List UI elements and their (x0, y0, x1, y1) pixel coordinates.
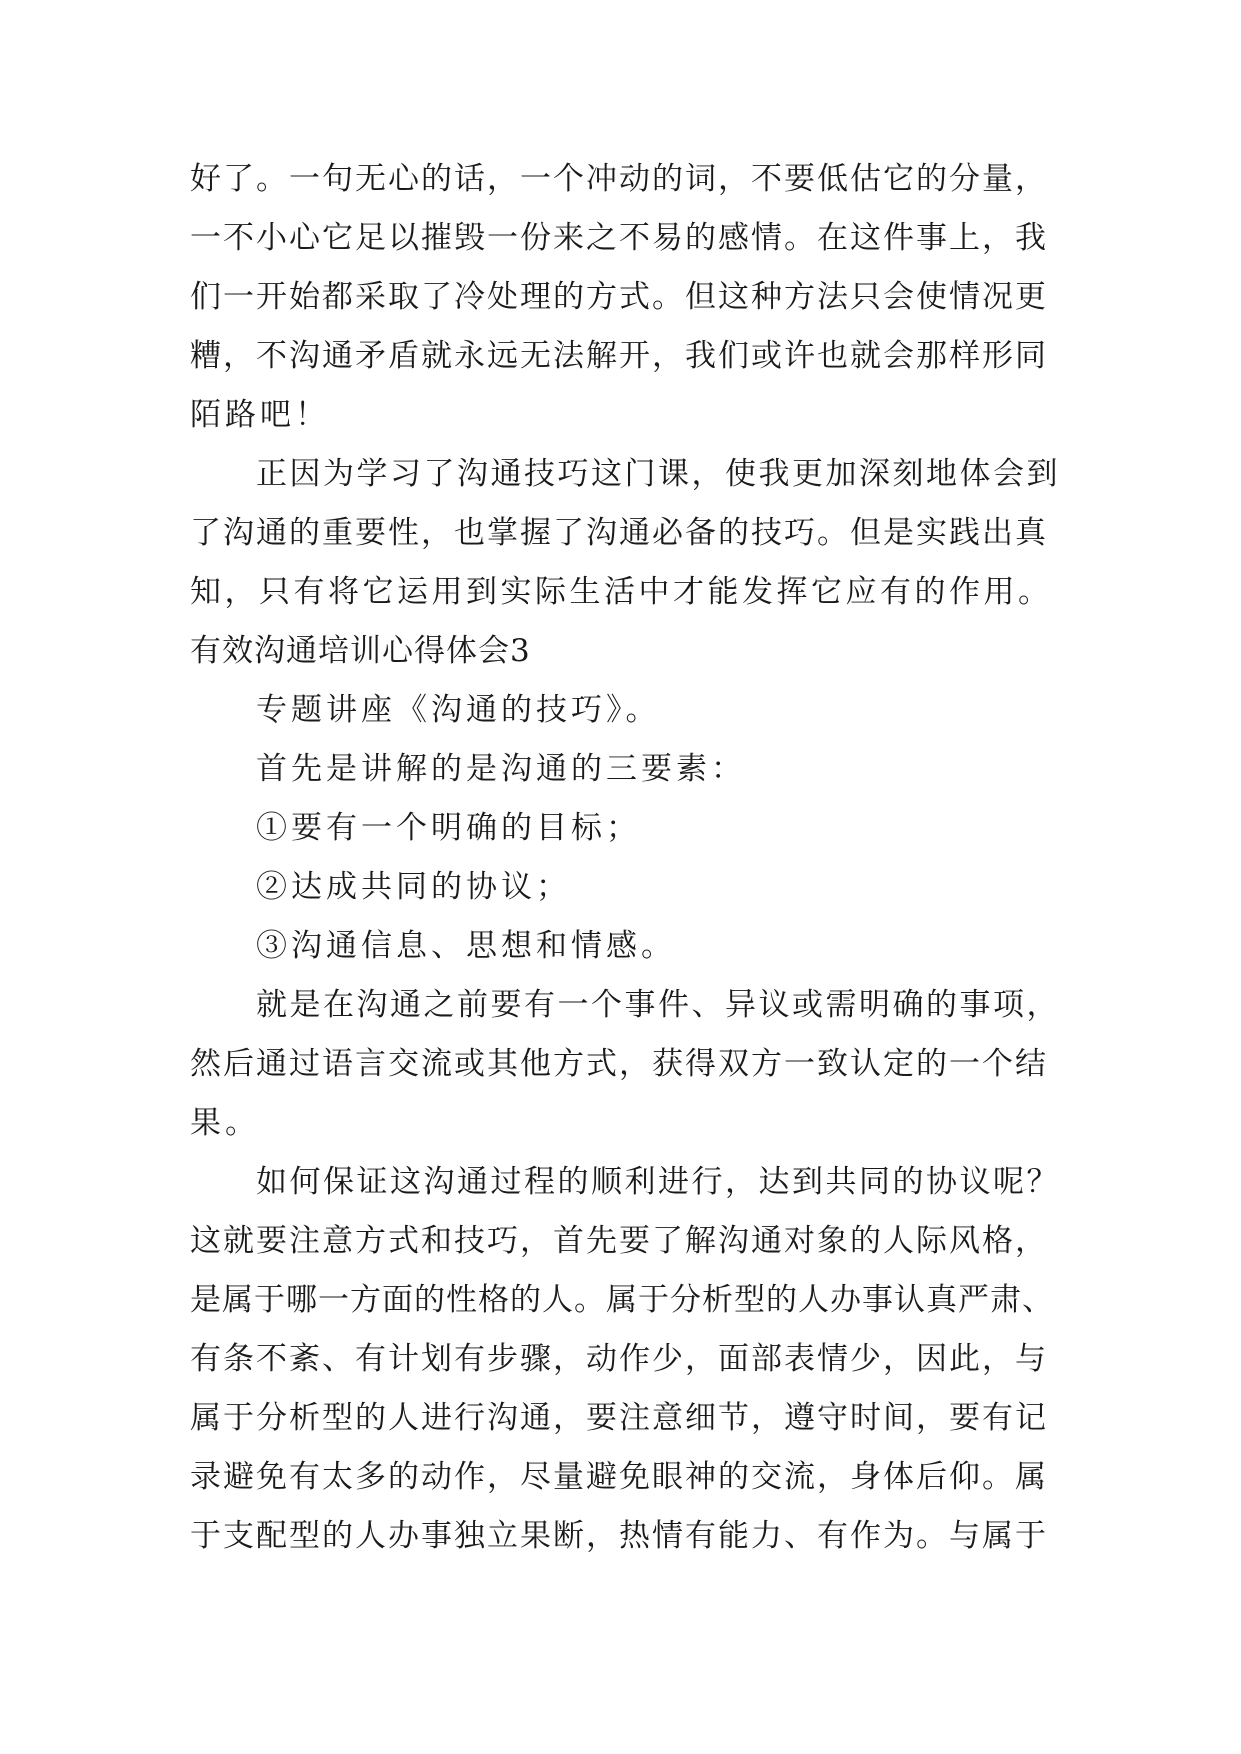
text-line: 这就要注意方式和技巧，首先要了解沟通对象的人际风格， (190, 1223, 1048, 1259)
text-line: 糟，不沟通矛盾就永远无法解开，我们或许也就会那样形同 (190, 338, 1048, 374)
text-line: 果。 (190, 1105, 260, 1141)
body-text (190, 150, 1060, 1566)
text-line: 属于分析型的人进行沟通，要注意细节，遵守时间，要有记 (190, 1400, 1048, 1436)
paragraph-start-line: 专题讲座《沟通的技巧》。 (256, 692, 661, 728)
text-line: 知，只有将它运用到实际生活中才能发挥它应有的作用。 (190, 574, 1053, 610)
paragraph-start-line: 首先是讲解的是沟通的三要素： (256, 751, 746, 787)
text-line: 然后通过语言交流或其他方式，获得双方一致认定的一个结 (190, 1046, 1048, 1082)
paragraph-start-line: 正因为学习了沟通技巧这门课，使我更加深刻地体会到 (256, 456, 1060, 492)
text-line: 们一开始都采取了冷处理的方式。但这种方法只会使情况更 (190, 279, 1048, 315)
text-line: 有条不紊、有计划有步骤，动作少，面部表情少，因此，与 (190, 1341, 1048, 1377)
paragraph-start-line: 就是在沟通之前要有一个事件、异议或需明确的事项， (256, 987, 1060, 1023)
text-line: 录避免有太多的动作，尽量避免眼神的交流，身体后仰。属 (190, 1459, 1048, 1495)
list-item: ②达成共同的协议； (256, 869, 571, 905)
text-line: 陌路吧！ (190, 397, 330, 433)
list-item: ③沟通信息、思想和情感。 (256, 928, 676, 964)
paragraph-start-line: 如何保证这沟通过程的顺利进行，达到共同的协议呢？ (256, 1164, 1060, 1200)
text-line: 好了。一句无心的话，一个冲动的词，不要低估它的分量， (190, 161, 1048, 197)
text-line: 是属于哪一方面的性格的人。属于分析型的人办事认真严肃、 (190, 1282, 1054, 1318)
text-line: 于支配型的人办事独立果断，热情有能力、有作为。与属于 (190, 1518, 1048, 1554)
list-item: ①要有一个明确的目标； (256, 810, 641, 846)
text-line: 了沟通的重要性，也掌握了沟通必备的技巧。但是实践出真 (190, 515, 1048, 551)
section-heading: 有效沟通培训心得体会3 (190, 633, 531, 669)
text-line: 一不小心它足以摧毁一份来之不易的感情。在这件事上，我 (190, 220, 1048, 256)
